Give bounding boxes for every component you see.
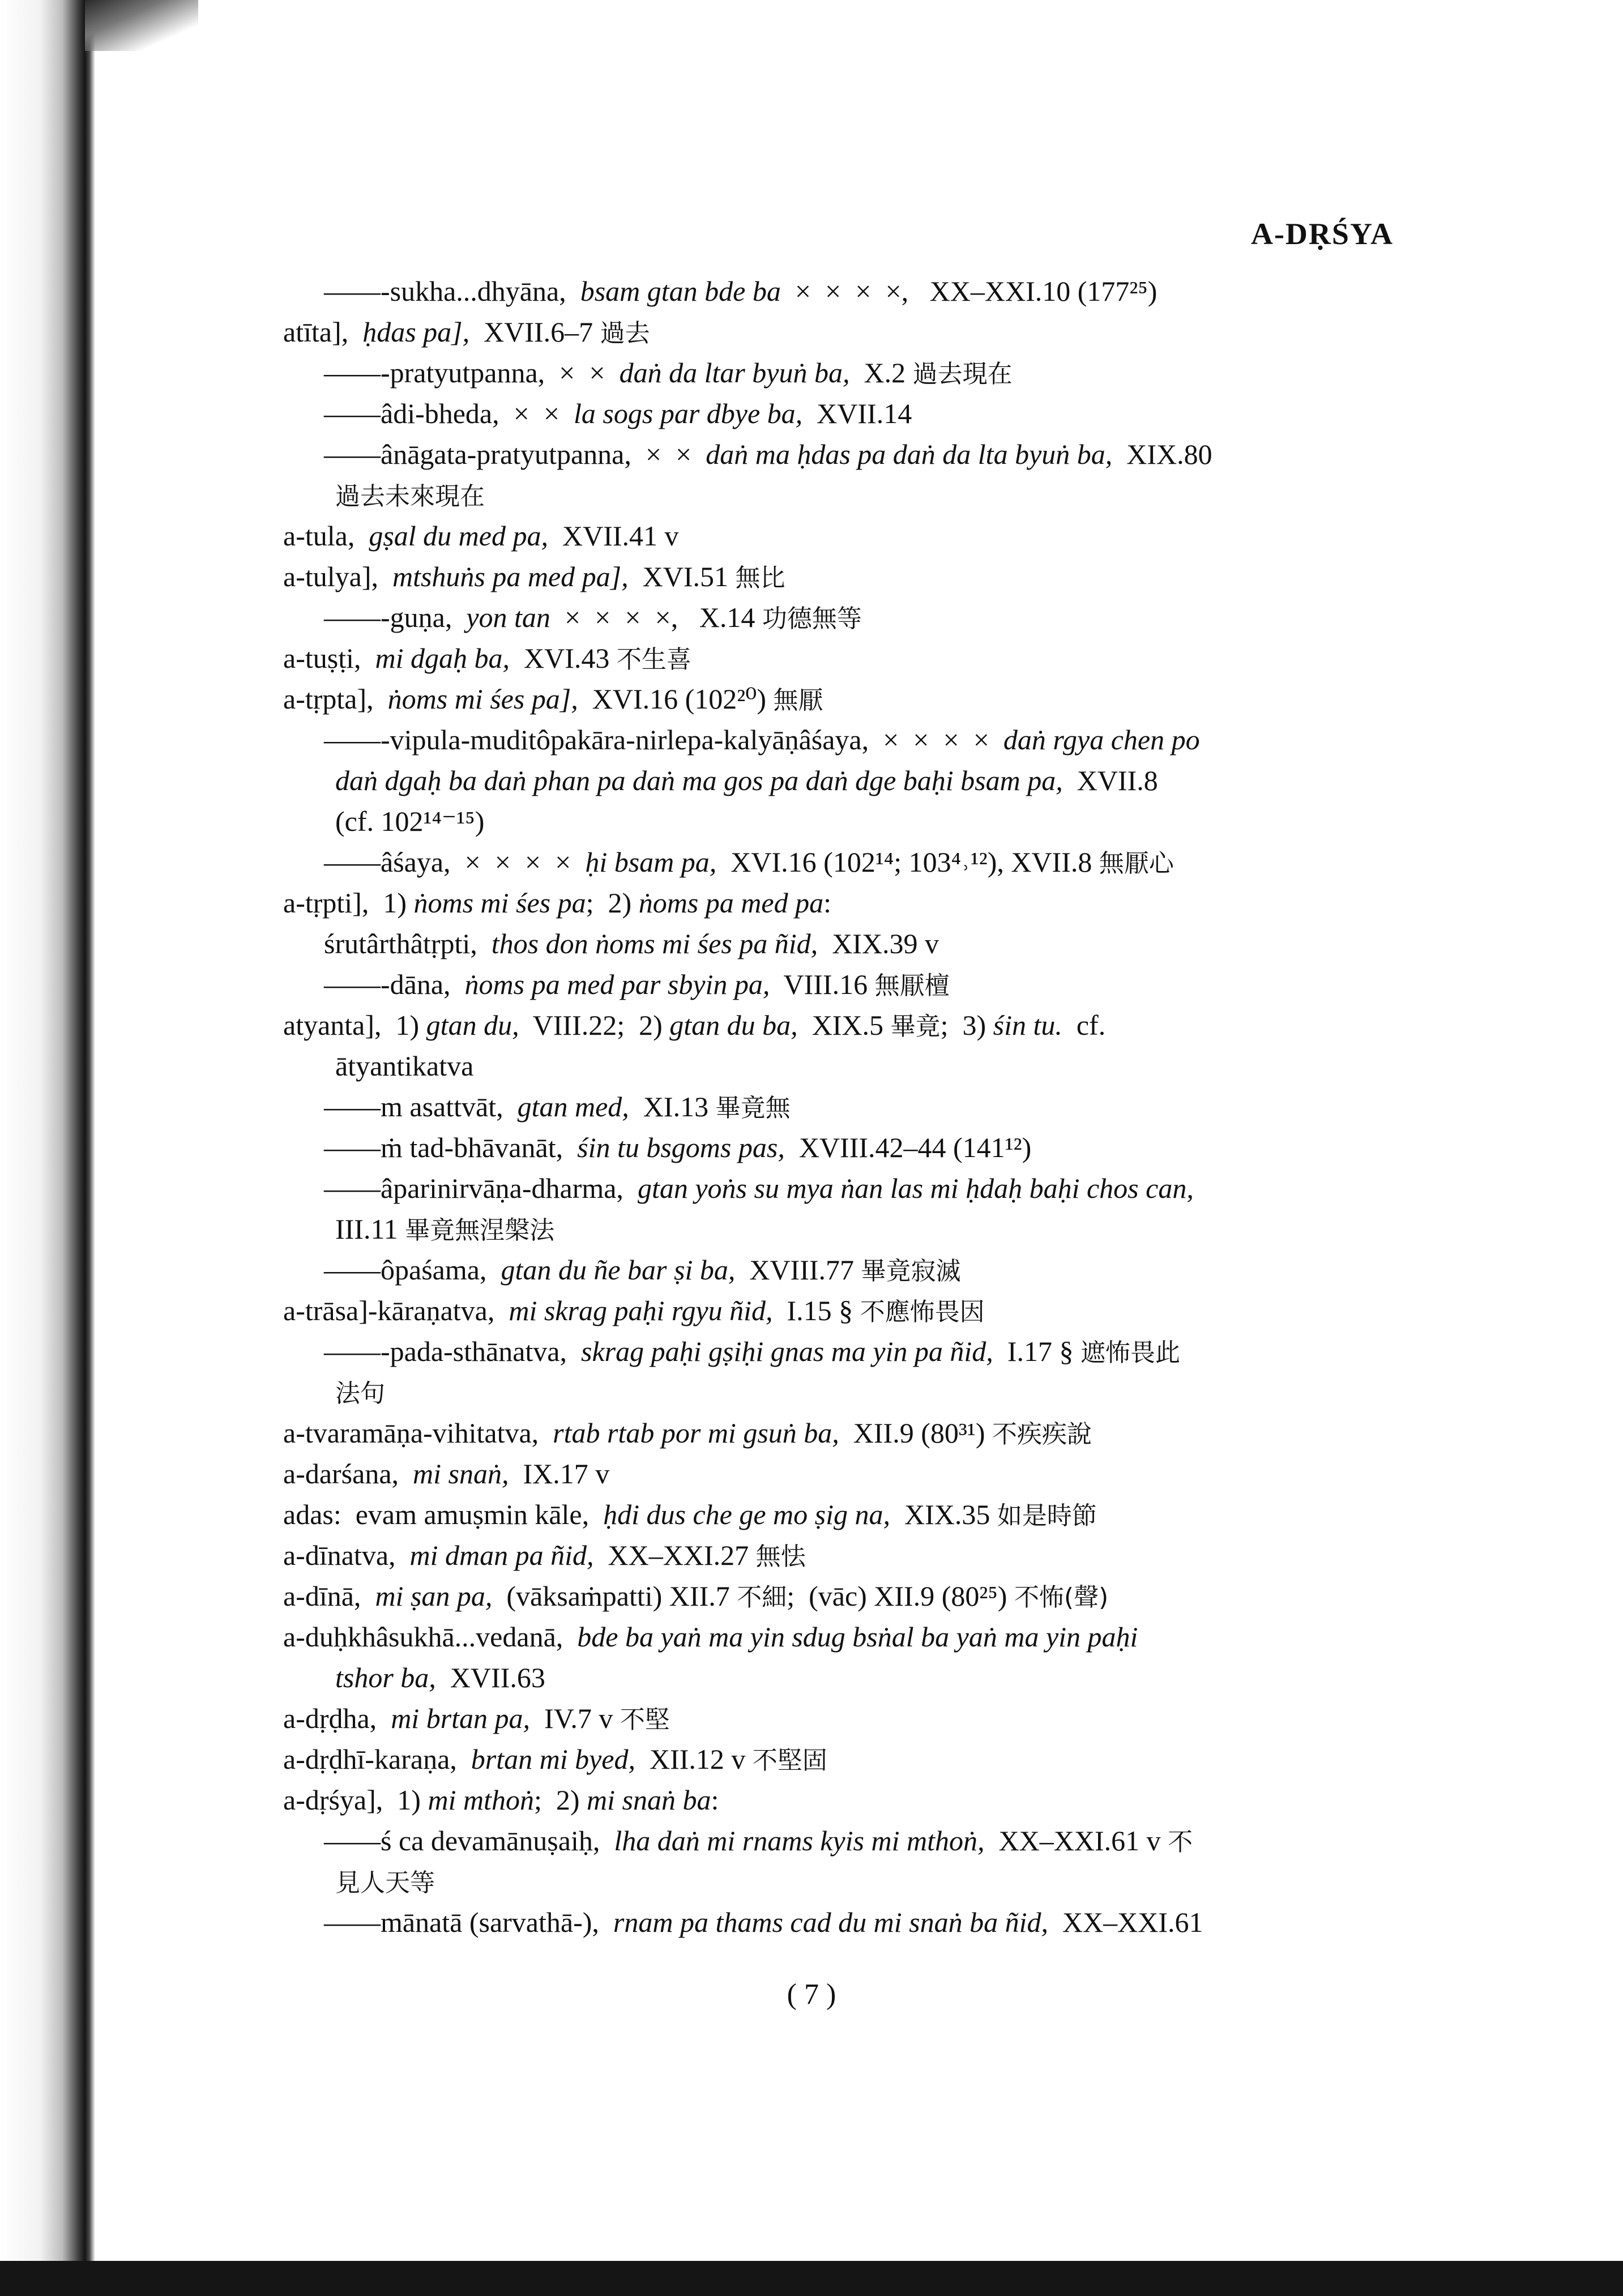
sanskrit-text: cf. <box>1062 1009 1106 1041</box>
entry-line <box>283 1657 1402 1698</box>
entry-line <box>283 475 1402 515</box>
entry-line <box>283 515 1402 556</box>
entry-line <box>283 352 1402 393</box>
chinese-gloss: 法句 <box>335 1379 385 1408</box>
tibetan-text: gṣal du med pa, <box>369 520 548 552</box>
chinese-gloss: 無厭檀 <box>874 971 950 1000</box>
entry-line <box>283 1494 1402 1535</box>
sanskrit-text: a-tula, <box>283 520 369 552</box>
sanskrit-text: ——âparinirvāṇa-dharma, <box>324 1172 638 1204</box>
tibetan-text: ṅoms pa med par sbyin pa, <box>464 968 770 1000</box>
tibetan-text: thos don ṅoms mi śes pa ñid, <box>491 928 818 959</box>
entry-line <box>283 1453 1402 1494</box>
chinese-gloss: 畢竟寂滅 <box>861 1257 961 1286</box>
entry-line <box>283 597 1402 638</box>
sanskrit-text: a-tvaramāṇa-vihitatva, <box>283 1417 553 1449</box>
chinese-gloss: 不應怖畏因 <box>860 1298 985 1326</box>
tibetan-text: mi brtan pa, <box>391 1702 531 1734</box>
sanskrit-text: ——m asattvāt, <box>324 1091 518 1123</box>
tibetan-text: mi ṣan pa, <box>375 1580 493 1612</box>
entry-line <box>283 1576 1402 1616</box>
tibetan-text: gtan med, <box>517 1091 629 1123</box>
tibetan-text: mi dman pa ñid, <box>409 1539 594 1571</box>
sanskrit-text: atyanta], 1) <box>283 1009 426 1041</box>
sanskrit-text: XIX.5 <box>797 1009 891 1041</box>
sanskrit-text: ——ânāgata-pratyutpanna, × × <box>324 438 706 470</box>
sanskrit-text: × × × ×, XX–XXI.10 (177²⁵) <box>780 275 1158 307</box>
tibetan-text: mi snaṅ, <box>413 1458 509 1490</box>
tibetan-text: yon tan <box>466 601 550 633</box>
tibetan-text: daṅ ma ḥdas pa daṅ da lta byuṅ ba, <box>706 438 1113 470</box>
sanskrit-text: a-tṛpta], <box>283 683 388 715</box>
chinese-gloss: 畢竟無 <box>715 1094 791 1123</box>
sanskrit-text: XX–XXI.61 v <box>984 1825 1168 1857</box>
sanskrit-text: I.17 § <box>993 1335 1080 1367</box>
chinese-gloss: 不堅 <box>620 1705 670 1734</box>
sanskrit-text: ——mānatā (sarvathā-), <box>324 1906 613 1938</box>
entry-line <box>283 1249 1402 1290</box>
chinese-gloss: 過去未來現在 <box>335 482 485 511</box>
sanskrit-text: ——-pada-sthānatva, <box>324 1335 582 1367</box>
tibetan-text: daṅ dgaḥ ba daṅ phan pa daṅ ma gos pa daṅ dge baḥi bsam pa, <box>335 765 1063 796</box>
entry-line <box>283 678 1402 719</box>
entry-line <box>283 1902 1402 1943</box>
sanskrit-text: XIX.80 <box>1112 438 1212 470</box>
tibetan-text: tshor ba, <box>335 1662 436 1693</box>
sanskrit-text: a-trāsa]-kāraṇatva, <box>283 1295 509 1326</box>
entry-line <box>283 1209 1402 1249</box>
sanskrit-text: ——ś ca devamānuṣaiḥ, <box>324 1825 614 1857</box>
sanskrit-text: ——-pratyutpanna, × × <box>324 357 620 389</box>
sanskrit-text: ; (vāc) XII.9 (80²⁵) <box>787 1580 1014 1612</box>
tibetan-text: rtab rtab por mi gsuṅ ba, <box>553 1417 839 1449</box>
sanskrit-text: a-dṛḍhī-karaṇa, <box>283 1743 471 1775</box>
tibetan-text: la sogs par dbye ba, <box>574 398 803 429</box>
sanskrit-text: X.2 <box>849 357 913 389</box>
sanskrit-text: XVII.8 <box>1062 765 1158 796</box>
chinese-gloss: 無比 <box>735 564 785 592</box>
sanskrit-text: XIX.39 v <box>818 928 939 959</box>
chinese-gloss: 不疾疾說 <box>992 1420 1092 1449</box>
sanskrit-text: ——-guṇa, <box>324 601 467 633</box>
sanskrit-text: śrutârthâtṛpti, <box>324 928 492 959</box>
sanskrit-text: × × × ×, X.14 <box>550 601 762 633</box>
tibetan-text: daṅ da ltar byuṅ ba, <box>619 357 850 389</box>
sanskrit-text: XVIII.42–44 (141¹²) <box>784 1132 1032 1163</box>
sanskrit-text: ——ṁ tad-bhāvanāt, <box>324 1132 578 1163</box>
sanskrit-text: a-tṛpti], 1) <box>283 887 414 919</box>
tibetan-text: bde ba yaṅ ma yin sdug bsṅal ba yaṅ ma yin paḥi <box>577 1621 1138 1653</box>
tibetan-text: ḥdas pa], <box>362 316 470 348</box>
tibetan-text: mtshuṅs pa med pa], <box>392 561 629 592</box>
entry-line <box>283 842 1402 882</box>
entry-line <box>283 311 1402 352</box>
sanskrit-text: ——âdi-bheda, × × <box>324 398 574 429</box>
tibetan-text: gtan du, <box>426 1009 519 1041</box>
tibetan-text: śin tu bsgoms pas, <box>577 1132 785 1163</box>
tibetan-text: mi skrag paḥi rgyu ñid, <box>509 1295 773 1326</box>
tibetan-text: śin tu. <box>993 1009 1062 1041</box>
chinese-gloss: 無厭心 <box>1099 849 1174 878</box>
sanskrit-text: : <box>823 887 831 919</box>
tibetan-text: skrag paḥi gṣiḥi gnas ma yin pa ñid, <box>581 1335 993 1367</box>
tibetan-text: ṅoms mi śes pa], <box>387 683 578 715</box>
sanskrit-text: ; 2) <box>533 1784 587 1816</box>
sanskrit-text: a-duḥkhâsukhā...vedanā, <box>283 1621 578 1653</box>
entry-line <box>283 271 1402 311</box>
tibetan-text: gtan yoṅs su mya ṅan las mi ḥdaḥ baḥi chos can, <box>637 1172 1194 1204</box>
sanskrit-text: (vāksaṁpatti) XII.7 <box>492 1580 737 1612</box>
sanskrit-text: ——-sukha...dhyāna, <box>324 275 580 307</box>
sanskrit-text: XVI.43 <box>509 642 617 674</box>
sanskrit-text: XVI.16 (102¹⁴; 103⁴˒¹²), XVII.8 <box>716 846 1099 878</box>
sanskrit-text: : <box>711 1784 719 1816</box>
sanskrit-text: XVII.63 <box>435 1662 545 1693</box>
entry-line <box>283 1005 1402 1045</box>
entry-line <box>283 801 1402 842</box>
entry-line <box>283 1820 1402 1861</box>
sanskrit-text: I.15 § <box>772 1295 860 1326</box>
sanskrit-text: VIII.22; 2) <box>519 1009 670 1041</box>
chinese-gloss: 無厭 <box>773 686 823 715</box>
sanskrit-text: ātyantikatva <box>335 1050 474 1082</box>
entry-line <box>283 393 1402 434</box>
entry-line <box>283 1698 1402 1739</box>
tibetan-text: ḥdi dus che ge mo ṣig na, <box>603 1499 891 1530</box>
sanskrit-text: XVII.6–7 <box>469 316 600 348</box>
sanskrit-text: a-tulya], <box>283 561 392 592</box>
chinese-gloss: 如是時節 <box>997 1501 1097 1530</box>
sanskrit-text: ; 3) <box>940 1009 993 1041</box>
entry-line <box>283 556 1402 597</box>
entry-line <box>283 1168 1402 1209</box>
chinese-gloss: 畢竟 <box>890 1012 941 1041</box>
sanskrit-text: XX–XXI.61 <box>1048 1906 1203 1938</box>
entry-line <box>283 1290 1402 1331</box>
sanskrit-text: XVI.51 <box>628 561 736 592</box>
entry-line <box>283 964 1402 1005</box>
chinese-gloss: 見人天等 <box>335 1868 435 1897</box>
tibetan-text: ṅoms pa med pa <box>638 887 824 919</box>
entry-line <box>283 1127 1402 1168</box>
sanskrit-text: ——ôpaśama, <box>324 1254 501 1286</box>
entry-line <box>283 1535 1402 1576</box>
chinese-gloss: 不堅固 <box>752 1746 827 1775</box>
sanskrit-text: IV.7 v <box>530 1702 620 1734</box>
entry-line <box>283 1372 1402 1412</box>
chinese-gloss: 過去現在 <box>912 360 1013 389</box>
tibetan-text: mi snaṅ ba <box>587 1784 711 1816</box>
entry-line <box>283 638 1402 678</box>
tibetan-text: bsam gtan bde ba <box>580 275 781 307</box>
chinese-gloss: 過去 <box>600 319 650 348</box>
sanskrit-text: XVI.16 (102²⁰) <box>578 683 774 715</box>
entry-line <box>283 719 1402 760</box>
sanskrit-text: ——âśaya, × × × × <box>324 846 586 878</box>
entry-line <box>283 1779 1402 1820</box>
page-number: ( 7 ) <box>787 1978 836 2011</box>
chinese-gloss: 不 <box>1168 1828 1193 1857</box>
sanskrit-text: a-dīnatva, <box>283 1539 410 1571</box>
tibetan-text: ḥi bsam pa, <box>585 846 717 878</box>
sanskrit-text: XX–XXI.27 <box>593 1539 756 1571</box>
tibetan-text: brtan mi byed, <box>471 1743 635 1775</box>
tibetan-text: mi mthoṅ <box>428 1784 534 1816</box>
sanskrit-text: III.11 <box>335 1213 405 1245</box>
sanskrit-text: IX.17 v <box>509 1458 610 1490</box>
sanskrit-text: ——-vipula-muditôpakāra-nirlepa-kalyāṇâśaya, × × × × <box>324 724 1003 756</box>
sanskrit-text: ——-dāna, <box>324 968 465 1000</box>
tibetan-text: daṅ rgya chen po <box>1003 724 1200 756</box>
entry-line <box>283 923 1402 964</box>
sanskrit-text: (cf. 102¹⁴⁻¹⁵) <box>335 805 485 837</box>
scan-bottom-edge <box>0 2261 1623 2296</box>
sanskrit-text: XIX.35 <box>890 1499 997 1530</box>
chinese-gloss: 不細 <box>737 1583 787 1612</box>
chinese-gloss: 不生喜 <box>616 645 691 674</box>
entry-line <box>283 1086 1402 1127</box>
sanskrit-text: XVII.41 v <box>548 520 679 552</box>
sanskrit-text: a-dṛśya], 1) <box>283 1784 428 1816</box>
entry-line <box>283 1331 1402 1372</box>
sanskrit-text: XII.12 v <box>635 1743 753 1775</box>
tibetan-text: gtan du ba, <box>669 1009 798 1041</box>
scan-left-edge <box>0 0 95 2296</box>
sanskrit-text: a-tuṣṭi, <box>283 642 375 674</box>
entry-line <box>283 1616 1402 1657</box>
chinese-gloss: 不怖(聲) <box>1014 1583 1109 1612</box>
scan-top-corner <box>85 0 198 51</box>
tibetan-text: lha daṅ mi rnams kyis mi mthoṅ, <box>614 1825 985 1857</box>
chinese-gloss: 功德無等 <box>762 604 862 633</box>
sanskrit-text: XII.9 (80³¹) <box>839 1417 992 1449</box>
entry-line <box>283 1045 1402 1086</box>
entry-line <box>283 760 1402 801</box>
sanskrit-text: a-dṛḍha, <box>283 1702 391 1734</box>
entry-line <box>283 1412 1402 1453</box>
entry-line <box>283 882 1402 923</box>
tibetan-text: ṅoms mi śes pa <box>413 887 586 919</box>
entry-line <box>283 434 1402 475</box>
sanskrit-text: XVIII.77 <box>735 1254 861 1286</box>
tibetan-text: gtan du ñe bar ṣi ba, <box>501 1254 736 1286</box>
chinese-gloss: 畢竟無涅槃法 <box>405 1216 555 1245</box>
sanskrit-text: XI.13 <box>629 1091 716 1123</box>
tibetan-text: mi dgaḥ ba, <box>375 642 510 674</box>
chinese-gloss: 無怯 <box>755 1542 806 1571</box>
dictionary-entries <box>283 271 1402 1943</box>
sanskrit-text: atīta], <box>283 316 363 348</box>
chinese-gloss: 遮怖畏此 <box>1080 1338 1180 1367</box>
sanskrit-text: XVII.14 <box>802 398 912 429</box>
sanskrit-text: VIII.16 <box>770 968 875 1000</box>
running-head: A-DṚŚYA <box>1250 217 1394 251</box>
sanskrit-text: adas: evam amuṣmin kāle, <box>283 1499 604 1530</box>
sanskrit-text: ; 2) <box>586 887 639 919</box>
sanskrit-text: a-darśana, <box>283 1458 413 1490</box>
entry-line <box>283 1739 1402 1779</box>
entry-line <box>283 1861 1402 1902</box>
tibetan-text: rnam pa thams cad du mi snaṅ ba ñid, <box>613 1906 1048 1938</box>
sanskrit-text: a-dīnā, <box>283 1580 375 1612</box>
